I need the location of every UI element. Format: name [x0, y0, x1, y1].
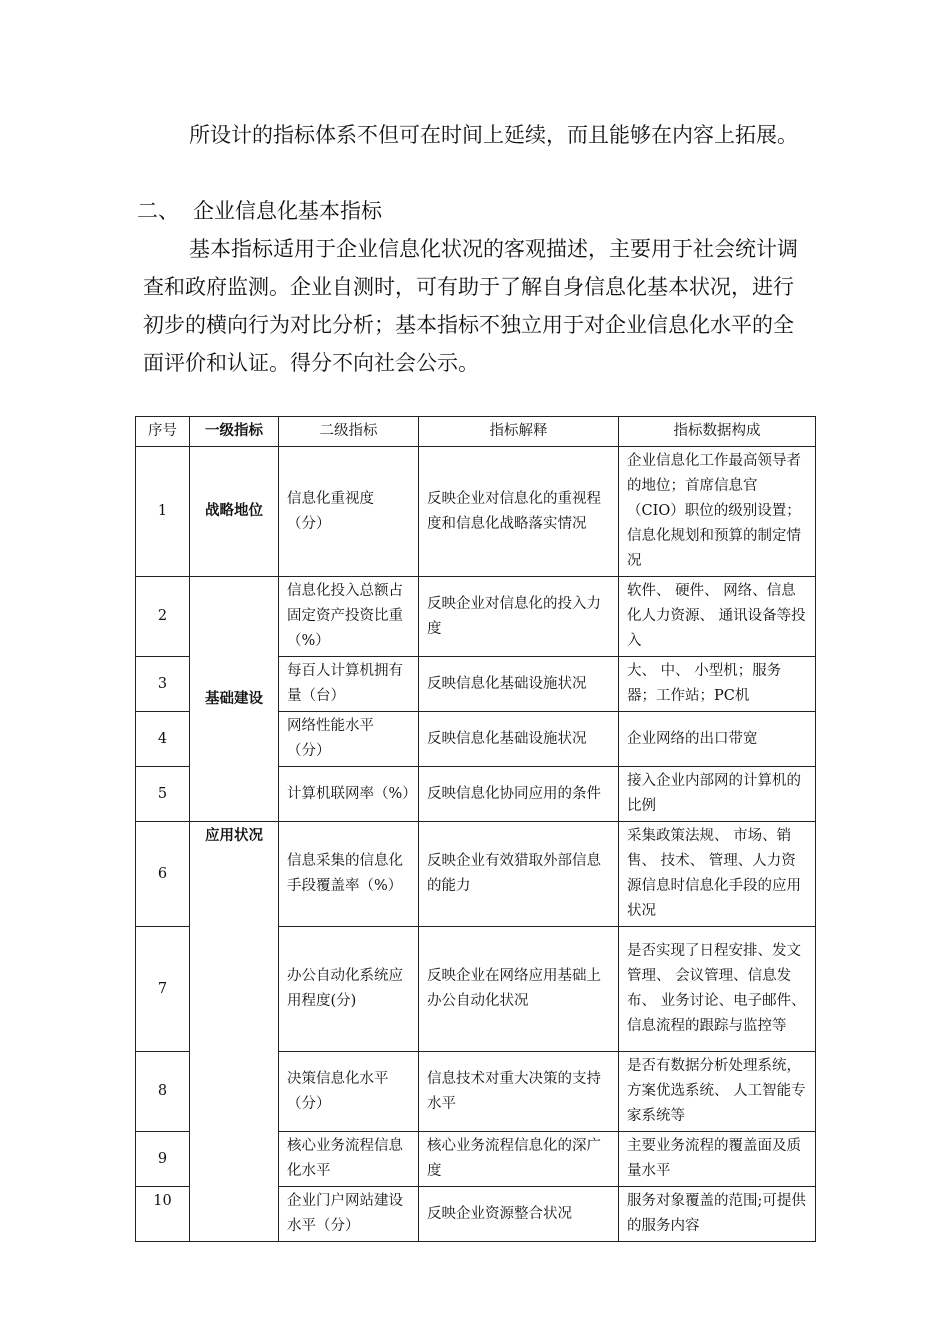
- group-strategy: 战略地位: [190, 447, 279, 577]
- row-no: 5: [136, 767, 190, 822]
- row-explain: 反映信息化基础设施状况: [419, 657, 619, 712]
- row-level2: 信息化投入总额占固定资产投资比重（%）: [279, 577, 419, 657]
- row-level2: 信息采集的信息化手段覆盖率（%）: [279, 822, 419, 927]
- row-explain: 反映企业有效猎取外部信息的能力: [419, 822, 619, 927]
- row-level2: 企业门户网站建设水平（分）: [279, 1187, 419, 1242]
- section-heading: [137, 194, 382, 228]
- body-paragraph: 基本指标适用于企业信息化状况的客观描述，主要用于社会统计调查和政府监测。企业自测时，可有助于了解自身信息化基本状况，进行初步的横向行为对比分析；基本指标不独立用于对企业信息化水平的全面评价和认证。得分不向社会公示。: [143, 237, 798, 375]
- row-level2: 网络性能水平（分）: [279, 712, 419, 767]
- row-data: 软件、 硬件、 网络、信息化人力资源、 通讯设备等投入: [619, 577, 816, 657]
- row-data: 是否实现了日程安排、发文管理、 会议管理、信息发布、 业务讨论、电子邮件、 信息流程的跟踪与监控等: [619, 927, 816, 1052]
- table-row: [136, 822, 816, 927]
- row-data: 企业网络的出口带宽: [619, 712, 816, 767]
- row-explain: 信息技术对重大决策的支持水平: [419, 1052, 619, 1132]
- row-no: 10: [136, 1187, 190, 1242]
- row-no: 6: [136, 822, 190, 927]
- indicator-table: [135, 416, 816, 1242]
- row-no: 2: [136, 577, 190, 657]
- row-explain: 反映企业资源整合状况: [419, 1187, 619, 1242]
- row-data: 接入企业内部网的计算机的比例: [619, 767, 816, 822]
- row-explain: 反映信息化协同应用的条件: [419, 767, 619, 822]
- row-level2: 信息化重视度（分）: [279, 447, 419, 577]
- group-infrastructure: 基础建设: [190, 577, 279, 822]
- row-no: 4: [136, 712, 190, 767]
- table-header-row: [136, 417, 816, 447]
- row-explain: 反映企业对信息化的投入力度: [419, 577, 619, 657]
- header-no: 序号: [136, 417, 190, 447]
- intro-paragraph: 所设计的指标体系不但可在时间上延续，而且能够在内容上拓展。: [189, 123, 798, 147]
- group-application: 应用状况: [190, 822, 279, 1242]
- row-level2: 每百人计算机拥有量（台）: [279, 657, 419, 712]
- row-data: 主要业务流程的覆盖面及质量水平: [619, 1132, 816, 1187]
- row-data: 是否有数据分析处理系统，方案优选系统、 人工智能专家系统等: [619, 1052, 816, 1132]
- row-level2: 决策信息化水平（分）: [279, 1052, 419, 1132]
- row-data: 大、 中、 小型机；服务器；工作站；PC机: [619, 657, 816, 712]
- row-explain: 反映企业在网络应用基础上办公自动化状况: [419, 927, 619, 1052]
- table-row: [136, 447, 816, 577]
- section-number: 二、: [137, 199, 179, 223]
- header-level1: 一级指标: [190, 417, 279, 447]
- table-row: [136, 577, 816, 657]
- row-no: 1: [136, 447, 190, 577]
- row-explain: 反映信息化基础设施状况: [419, 712, 619, 767]
- header-explain: 指标解释: [419, 417, 619, 447]
- row-level2: 计算机联网率（%）: [279, 767, 419, 822]
- row-data: 企业信息化工作最高领导者的地位；首席信息官（CIO）职位的级别设置；信息化规划和预算的制定情况: [619, 447, 816, 577]
- row-data: 采集政策法规、 市场、销售、 技术、 管理、人力资源信息时信息化手段的应用状况: [619, 822, 816, 927]
- row-level2: 核心业务流程信息化水平: [279, 1132, 419, 1187]
- row-explain: 核心业务流程信息化的深广度: [419, 1132, 619, 1187]
- row-no: 8: [136, 1052, 190, 1132]
- row-level2: 办公自动化系统应用程度(分): [279, 927, 419, 1052]
- row-no: 9: [136, 1132, 190, 1187]
- header-data: 指标数据构成: [619, 417, 816, 447]
- header-level2: 二级指标: [279, 417, 419, 447]
- section-title: 企业信息化基本指标: [193, 199, 382, 223]
- row-data: 服务对象覆盖的范围;可提供的服务内容: [619, 1187, 816, 1242]
- row-no: 7: [136, 927, 190, 1052]
- row-explain: 反映企业对信息化的重视程度和信息化战略落实情况: [419, 447, 619, 577]
- row-no: 3: [136, 657, 190, 712]
